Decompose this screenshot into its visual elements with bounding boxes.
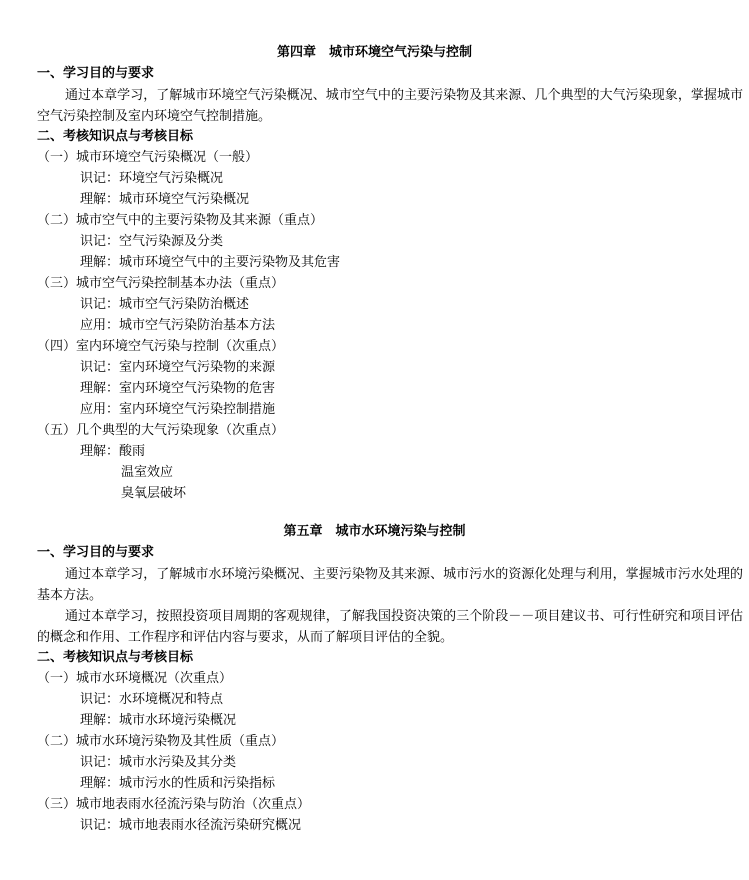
ch4-topic-5-item-2: 温室效应	[121, 465, 174, 480]
chapter-5-title: 第五章 城市水环境污染与控制	[283, 524, 466, 539]
ch5-topic-1-memorize: 识记：水环境概况和特点	[80, 692, 224, 707]
ch5-topic-2-memorize: 识记：城市水污染及其分类	[80, 755, 237, 770]
ch4-topic-4: （四）室内环境空气污染与控制（次重点）	[37, 339, 285, 354]
ch4-topic-5: （五）几个典型的大气污染现象（次重点）	[37, 423, 285, 438]
ch4-topic-1-understand: 理解：城市环境空气污染概况	[80, 192, 250, 207]
ch5-section-1-heading: 一、学习目的与要求	[37, 545, 155, 560]
ch4-topic-4-understand: 理解：室内环境空气污染物的危害	[80, 381, 276, 396]
ch4-topic-2-memorize: 识记：空气污染源及分类	[80, 234, 224, 249]
ch4-topic-3-memorize: 识记：城市空气污染防治概述	[80, 297, 250, 312]
ch4-section-1-heading: 一、学习目的与要求	[37, 66, 155, 81]
ch4-topic-3-apply: 应用：城市空气污染防治基本方法	[80, 318, 276, 333]
ch4-topic-5-understand: 理解：酸雨	[80, 444, 146, 459]
ch4-objectives-paragraph: 通过本章学习，了解城市环境空气污染概况、城市空气中的主要污染物及其来源、几个典型的大气污染现象，掌握城市空气污染控制及室内环境空气控制措施。	[37, 88, 743, 124]
chapter-4-title: 第四章 城市环境空气污染与控制	[276, 45, 472, 60]
ch4-topic-2-understand: 理解：城市环境空气中的主要污染物及其危害	[80, 255, 341, 270]
ch5-topic-1: （一）城市水环境概况（次重点）	[37, 671, 233, 686]
ch5-topic-3-memorize: 识记：城市地表雨水径流污染研究概况	[80, 818, 302, 833]
ch4-topic-1: （一）城市环境空气污染概况（一般）	[37, 150, 259, 165]
ch5-topic-2-understand: 理解：城市污水的性质和污染指标	[80, 776, 276, 791]
ch4-topic-5-item-3: 臭氧层破坏	[121, 486, 187, 501]
ch5-objectives-paragraph-1: 通过本章学习，了解城市水环境污染概况、主要污染物及其来源、城市污水的资源化处理与利用，掌握城市污水处理的基本方法。	[37, 567, 743, 603]
ch5-topic-1-understand: 理解：城市水环境污染概况	[80, 713, 237, 728]
ch5-objectives-paragraph-2: 通过本章学习，按照投资项目周期的客观规律，了解我国投资决策的三个阶段－－项目建议书、可行性研究和项目评估的概念和作用、工作程序和评估内容与要求，从而了解项目评估的全貌。	[37, 609, 743, 645]
ch5-topic-2: （二）城市水环境污染物及其性质（重点）	[37, 734, 285, 749]
ch4-topic-4-apply: 应用：室内环境空气污染控制措施	[80, 402, 276, 417]
ch5-topic-3: （三）城市地表雨水径流污染与防治（次重点）	[37, 797, 311, 812]
ch4-section-2-heading: 二、考核知识点与考核目标	[37, 129, 194, 144]
ch4-topic-4-memorize: 识记：室内环境空气污染物的来源	[80, 360, 276, 375]
ch4-topic-1-memorize: 识记：环境空气污染概况	[80, 171, 224, 186]
ch4-topic-3: （三）城市空气污染控制基本办法（重点）	[37, 276, 285, 291]
ch5-section-2-heading: 二、考核知识点与考核目标	[37, 650, 194, 665]
ch4-topic-2: （二）城市空气中的主要污染物及其来源（重点）	[37, 213, 324, 228]
